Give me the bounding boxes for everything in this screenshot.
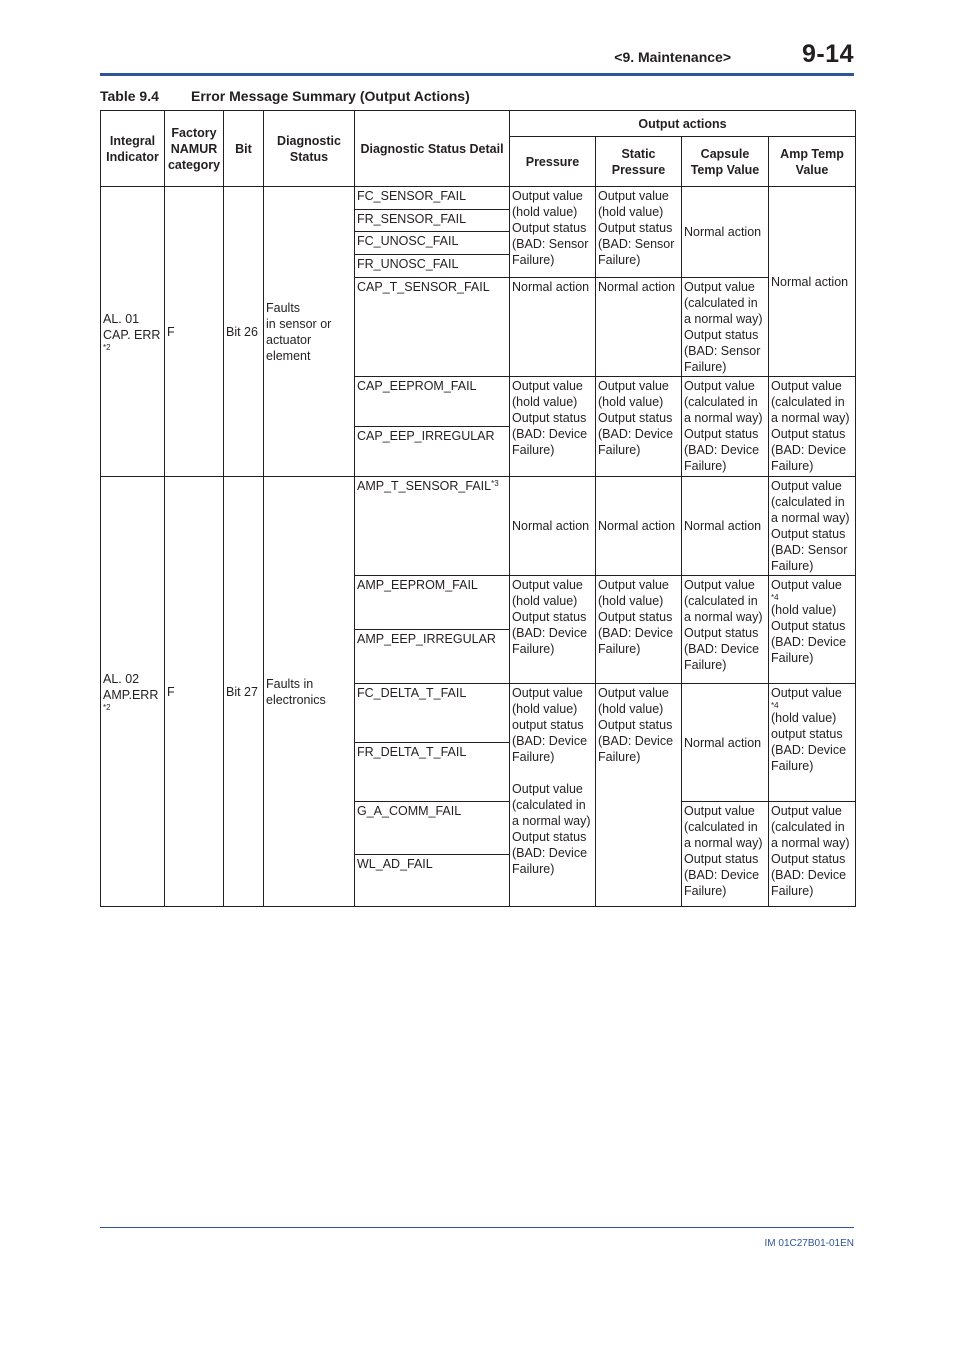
col-pressure: Pressure: [510, 137, 596, 187]
col-bit: Bit: [224, 111, 264, 187]
output-cell: Output value (hold value) Output status (BAD: Device Failure): [510, 377, 596, 477]
detail-cell: FR_UNOSC_FAIL: [355, 255, 510, 278]
output-cell: Output value (calculated in a normal way) Output status (BAD: Sensor Failure): [769, 477, 856, 576]
output-cell: Output value (hold value) Output status (BAD: Sensor Failure): [510, 187, 596, 278]
col-amp-temp: Amp Temp Value: [769, 137, 856, 187]
header-rule: [100, 73, 854, 76]
col-integral-indicator: Integral Indicator: [101, 111, 165, 187]
table-number: Table 9.4: [100, 88, 159, 104]
output-cell: Normal action: [596, 278, 682, 377]
output-cell: Output value (hold value) Output status (BAD: Device Failure): [596, 377, 682, 477]
detail-cell: G_A_COMM_FAIL: [355, 802, 510, 855]
indicator-cell: [101, 477, 165, 907]
detail-cell: FC_UNOSC_FAIL: [355, 232, 510, 255]
output-line: Output value: [771, 686, 842, 700]
detail-label: AMP_T_SENSOR_FAIL: [357, 479, 492, 493]
table-row: [101, 477, 856, 576]
indicator-cell: [101, 187, 165, 477]
output-cell: Output value (hold value) Output status (BAD: Device Failure): [510, 576, 596, 684]
bit-cell: Bit 27: [224, 477, 264, 907]
footnote-marker: *2: [103, 703, 111, 712]
output-cell: Output value (calculated in a normal way) Output status (BAD: Device Failure): [769, 377, 856, 477]
output-cell: Output value (calculated in a normal way) Output status (BAD: Device Failure): [769, 802, 856, 907]
output-cell: Normal action: [769, 187, 856, 377]
output-cell: Output value (calculated in a normal way) Output status (BAD: Sensor Failure): [682, 278, 769, 377]
bit-cell: Bit 26: [224, 187, 264, 477]
output-cell: Output value (calculated in a normal way) Output status (BAD: Device Failure): [682, 802, 769, 907]
detail-cell: FR_SENSOR_FAIL: [355, 210, 510, 232]
table-row: [101, 187, 856, 210]
output-line: Output value: [771, 578, 842, 592]
namur-cell: F: [165, 477, 224, 907]
table-title: Error Message Summary (Output Actions): [191, 88, 470, 104]
detail-cell: AMP_EEP_IRREGULAR: [355, 630, 510, 684]
detail-cell: FC_DELTA_T_FAIL: [355, 684, 510, 743]
status-cell: Faults in sensor or actuator element: [264, 187, 355, 477]
status-cell: Faults in electronics: [264, 477, 355, 907]
col-capsule-temp: Capsule Temp Value: [682, 137, 769, 187]
footnote-marker: *4: [771, 701, 779, 710]
footnote-marker: *4: [771, 593, 779, 602]
output-cell: Normal action: [682, 187, 769, 278]
detail-cell: AMP_EEPROM_FAIL: [355, 576, 510, 630]
output-cell: Normal action: [510, 278, 596, 377]
namur-cell: F: [165, 187, 224, 477]
detail-cell: FR_DELTA_T_FAIL: [355, 743, 510, 802]
output-line: (hold value) Output status (BAD: Device Failure): [771, 603, 847, 665]
col-output-actions: Output actions: [510, 111, 856, 137]
output-line: (hold value) output status (BAD: Device Failure): [771, 711, 847, 773]
col-diag-detail: Diagnostic Status Detail: [355, 111, 510, 187]
output-cell: [769, 576, 856, 684]
page-number: 9-14: [801, 40, 854, 68]
footer-rule: [100, 1227, 854, 1228]
indicator-label: AL. 02 AMP.ERR: [103, 672, 159, 702]
detail-cell: FC_SENSOR_FAIL: [355, 187, 510, 210]
detail-cell: [355, 477, 510, 576]
output-cell: Normal action: [596, 477, 682, 576]
detail-cell: CAP_EEP_IRREGULAR: [355, 427, 510, 477]
output-cell: Output value (calculated in a normal way) Output status (BAD: Device Failure): [682, 377, 769, 477]
col-static-pressure: Static Pressure: [596, 137, 682, 187]
col-diag-status: Diagnostic Status: [264, 111, 355, 187]
document-id: IM 01C27B01-01EN: [764, 1238, 854, 1249]
col-namur: Factory NAMUR category: [165, 111, 224, 187]
detail-cell: CAP_T_SENSOR_FAIL: [355, 278, 510, 377]
output-cell: Normal action: [682, 477, 769, 576]
detail-cell: WL_AD_FAIL: [355, 855, 510, 907]
output-cell: Output value (calculated in a normal way) Output status (BAD: Device Failure): [682, 576, 769, 684]
indicator-label: AL. 01 CAP. ERR: [103, 312, 161, 342]
output-cell: Normal action: [682, 684, 769, 802]
error-summary-table: [100, 110, 856, 907]
output-cell: Output value (hold value) output status (BAD: Device Failure) Output value (calculated in a normal way) Output status (BAD: Device Failure): [510, 684, 596, 907]
output-cell: Output value (hold value) Output status (BAD: Sensor Failure): [596, 187, 682, 278]
section-title: <9. Maintenance>: [614, 49, 731, 65]
footnote-marker: *2: [103, 343, 111, 352]
detail-cell: CAP_EEPROM_FAIL: [355, 377, 510, 427]
output-cell: Output value (hold value) Output status (BAD: Device Failure): [596, 576, 682, 684]
output-cell: Normal action: [510, 477, 596, 576]
footnote-marker: *3: [491, 479, 499, 488]
output-cell: Output value (hold value) Output status (BAD: Device Failure): [596, 684, 682, 907]
output-cell: [769, 684, 856, 802]
